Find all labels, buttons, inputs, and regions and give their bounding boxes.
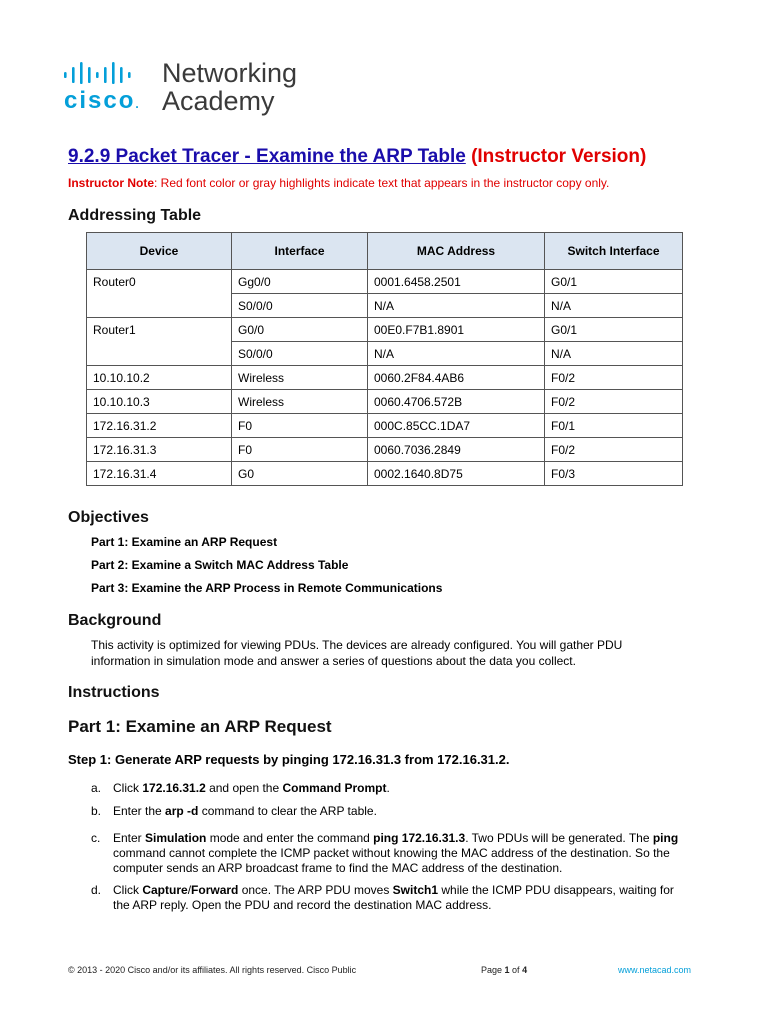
cell-interface: Wireless xyxy=(232,366,368,390)
text-run: while the ICMP PDU disappears, waiting for the ARP reply. Open the PDU and record the destination MAC address. xyxy=(113,883,674,912)
cell-switch: G0/1 xyxy=(545,318,683,342)
cell-mac: 00E0.F7B1.8901 xyxy=(368,318,545,342)
objective-item: Part 2: Examine a Switch MAC Address Table xyxy=(91,558,349,572)
background-text: This activity is optimized for viewing PDUs. The devices are already configured. You will gather PDU information in simulation mode and answer a series of questions about the data you collect. xyxy=(91,638,623,668)
cell-device: 172.16.31.3 xyxy=(87,438,232,462)
text-run: Click xyxy=(113,883,143,897)
list-text xyxy=(113,831,693,876)
cell-switch: F0/2 xyxy=(545,390,683,414)
cisco-wordmark: cisco. xyxy=(64,87,139,114)
cell-mac: 0060.4706.572B xyxy=(368,390,545,414)
cell-switch: F0/2 xyxy=(545,366,683,390)
instructor-note xyxy=(68,176,609,190)
title-version: (Instructor Version) xyxy=(471,146,647,167)
cell-mac: 0060.2F84.4AB6 xyxy=(368,366,545,390)
cisco-networking-academy-logo xyxy=(64,58,324,118)
footer-copyright: © 2013 - 2020 Cisco and/or its affiliates. All rights reserved. Cisco Public xyxy=(68,965,357,975)
addressing-table xyxy=(86,232,683,486)
list-letter: c. xyxy=(91,831,101,845)
column-header-interface: Interface xyxy=(232,233,368,270)
background-heading: Background xyxy=(68,612,162,629)
list-letter: a. xyxy=(91,781,102,795)
text-run: command cannot complete the ICMP packet without knowing the MAC address of the destination. So the computer sends an ARP broadcast frame to find the MAC address of the destination. xyxy=(113,846,670,875)
cell-mac: 000C.85CC.1DA7 xyxy=(368,414,545,438)
instructions-heading: Instructions xyxy=(68,684,160,701)
document-title xyxy=(68,144,646,170)
cell-interface: Gg0/0 xyxy=(232,270,368,294)
cell-interface: F0 xyxy=(232,438,368,462)
column-header-device: Device xyxy=(87,233,232,270)
cell-interface: S0/0/0 xyxy=(232,294,368,318)
cell-interface: S0/0/0 xyxy=(232,342,368,366)
text-run: once. The ARP PDU moves xyxy=(238,883,393,897)
footer-page-number: Page 1 of 4 xyxy=(481,965,528,975)
text-run: . Two PDUs will be generated. The xyxy=(465,831,653,845)
table-row xyxy=(87,462,683,486)
cell-switch: N/A xyxy=(545,342,683,366)
instructor-note-label: Instructor Note xyxy=(68,176,155,190)
bold-text: Capture xyxy=(142,883,188,897)
text-run: Click xyxy=(113,781,143,795)
cell-mac: N/A xyxy=(368,294,545,318)
cell-interface: F0 xyxy=(232,414,368,438)
cell-interface: G0 xyxy=(232,462,368,486)
list-text xyxy=(113,883,693,913)
cell-switch: F0/2 xyxy=(545,438,683,462)
addressing-table-heading: Addressing Table xyxy=(68,207,202,224)
table-header-row xyxy=(87,233,683,270)
objective-item: Part 1: Examine an ARP Request xyxy=(91,535,278,549)
table-row xyxy=(87,270,683,294)
bold-text: Simulation xyxy=(145,831,207,845)
logo-academy: Academy xyxy=(162,86,275,116)
cell-device: 172.16.31.4 xyxy=(87,462,232,486)
column-header-mac: MAC Address xyxy=(368,233,545,270)
cell-device: 10.10.10.2 xyxy=(87,366,232,390)
cisco-bars-icon xyxy=(64,61,154,85)
text-run: Enter the xyxy=(113,804,166,818)
list-text xyxy=(113,781,693,796)
cell-mac: 0001.6458.2501 xyxy=(368,270,545,294)
column-header-switch-interface: Switch Interface xyxy=(545,233,683,270)
footer-link[interactable]: www.netacad.com xyxy=(618,965,692,975)
cell-switch: G0/1 xyxy=(545,270,683,294)
cell-device: 172.16.31.2 xyxy=(87,414,232,438)
step1-heading: Step 1: Generate ARP requests by pinging 172.16.31.3 from 172.16.31.2. xyxy=(68,752,510,767)
text-run: Enter xyxy=(113,831,146,845)
bold-text: Forward xyxy=(191,883,239,897)
list-text xyxy=(113,804,693,819)
cell-switch: N/A xyxy=(545,294,683,318)
table-row xyxy=(87,390,683,414)
cell-switch: F0/3 xyxy=(545,462,683,486)
bold-text: ping 172.16.31.3 xyxy=(373,831,466,845)
cell-mac: 0002.1640.8D75 xyxy=(368,462,545,486)
cell-device: Router0 xyxy=(87,270,232,318)
cell-mac: N/A xyxy=(368,342,545,366)
objectives-heading: Objectives xyxy=(68,509,149,526)
text-run: . xyxy=(386,781,390,795)
bold-text: 172.16.31.2 xyxy=(142,781,206,795)
part1-heading: Part 1: Examine an ARP Request xyxy=(68,717,332,736)
table-row xyxy=(87,414,683,438)
bold-text: arp -d xyxy=(165,804,199,818)
cell-device: 10.10.10.3 xyxy=(87,390,232,414)
text-run: mode and enter the command xyxy=(206,831,374,845)
bold-text: Command Prompt xyxy=(282,781,387,795)
bold-text: Switch1 xyxy=(392,883,439,897)
cell-interface: Wireless xyxy=(232,390,368,414)
text-run: command to clear the ARP table. xyxy=(198,804,377,818)
instructor-note-text: : Red font color or gray highlights indicate text that appears in the instructor copy only. xyxy=(154,176,610,190)
text-run: / xyxy=(187,883,192,897)
cell-device: Router1 xyxy=(87,318,232,366)
text-run: and open the xyxy=(205,781,283,795)
cell-mac: 0060.7036.2849 xyxy=(368,438,545,462)
table-row xyxy=(87,366,683,390)
bold-text: ping xyxy=(652,831,679,845)
title-main: 9.2.9 Packet Tracer - Examine the ARP Table xyxy=(68,146,466,167)
table-row xyxy=(87,318,683,342)
cell-interface: G0/0 xyxy=(232,318,368,342)
objective-item: Part 3: Examine the ARP Process in Remote Communications xyxy=(91,581,443,595)
list-letter: d. xyxy=(91,883,102,897)
list-letter: b. xyxy=(91,804,102,818)
logo-networking: Networking xyxy=(162,58,298,88)
table-row xyxy=(87,438,683,462)
cell-switch: F0/1 xyxy=(545,414,683,438)
